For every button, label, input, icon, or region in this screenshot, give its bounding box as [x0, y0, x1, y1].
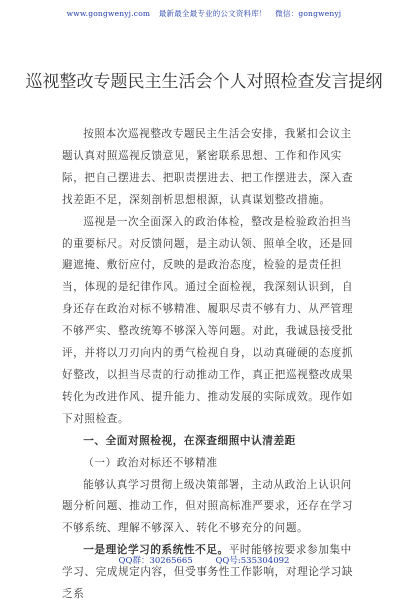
footer-qq-group: QQ群：30265665: [118, 556, 193, 566]
paragraph-intro: 按照本次巡视整改专题民主生活会安排，我紧扣会议主题认真对照巡视反馈意见，紧密联系思想、工作和作风实际，把自己摆进去、把职责摆进去、把工作摆进去，深入查找差距不足，深刻剖析思想根源，认真谋划整改措施。: [62, 128, 354, 206]
header-site[interactable]: www.gongwenyj.com: [66, 9, 151, 18]
paragraph-political: 能够认真学习贯彻上级决策部署，主动从政治上认识问题分析问题、推动工作，但对照高标准严要求，还存在学习不够系统、理解不够深入、转化不够充分的问题。: [62, 478, 354, 535]
paragraph-lead: 一是理论学习的系统性不足。: [83, 544, 229, 557]
header-tagline: 最新最全最专业的公文资料库！: [158, 9, 267, 18]
page-header: [0, 8, 408, 19]
paragraph-theory: [62, 540, 362, 606]
header-wechat: 微信：gongwenyj: [275, 9, 342, 18]
paragraph-rest: 平时能够按要求参加集中学习、完成规定内容，但受事务性工作影响，对理论学习缺乏系: [62, 544, 354, 601]
page-footer: [0, 554, 408, 566]
document-title: 巡视整改专题民主生活会个人对照检查发言提纲: [25, 72, 383, 92]
section-heading-1: 一、全面对照检视，在深查细照中认清差距: [83, 434, 296, 447]
subsection-heading-1: （一）政治对标还不够精准: [83, 456, 218, 469]
footer-qq-number: QQ号:535304092: [215, 556, 290, 566]
document-body: [62, 124, 362, 606]
paragraph-inspection: 巡视是一次全面深入的政治体检，整改是检验政治担当的重要标尺。对反馈问题，是主动认领、照单全收，还是回避遮掩、敷衍应付，反映的是政治态度，检验的是责任担当，体现的是纪律作风。通过全面检视，我深刻认识到，自身还存在政治对标不够精准、履职尽责不够有力、从严管理不够严实、整改统筹不够深入等问题。对此，我诚恳接受批评，并将以刀刃向内的勇气检视自身，以动真碰硬的态度抓好整改，以担当尽责的行动推动工作，真正把巡视整改成果转化为改进作风、提升能力、推动发展的实际成效。现作如下对照检查。: [62, 215, 354, 425]
